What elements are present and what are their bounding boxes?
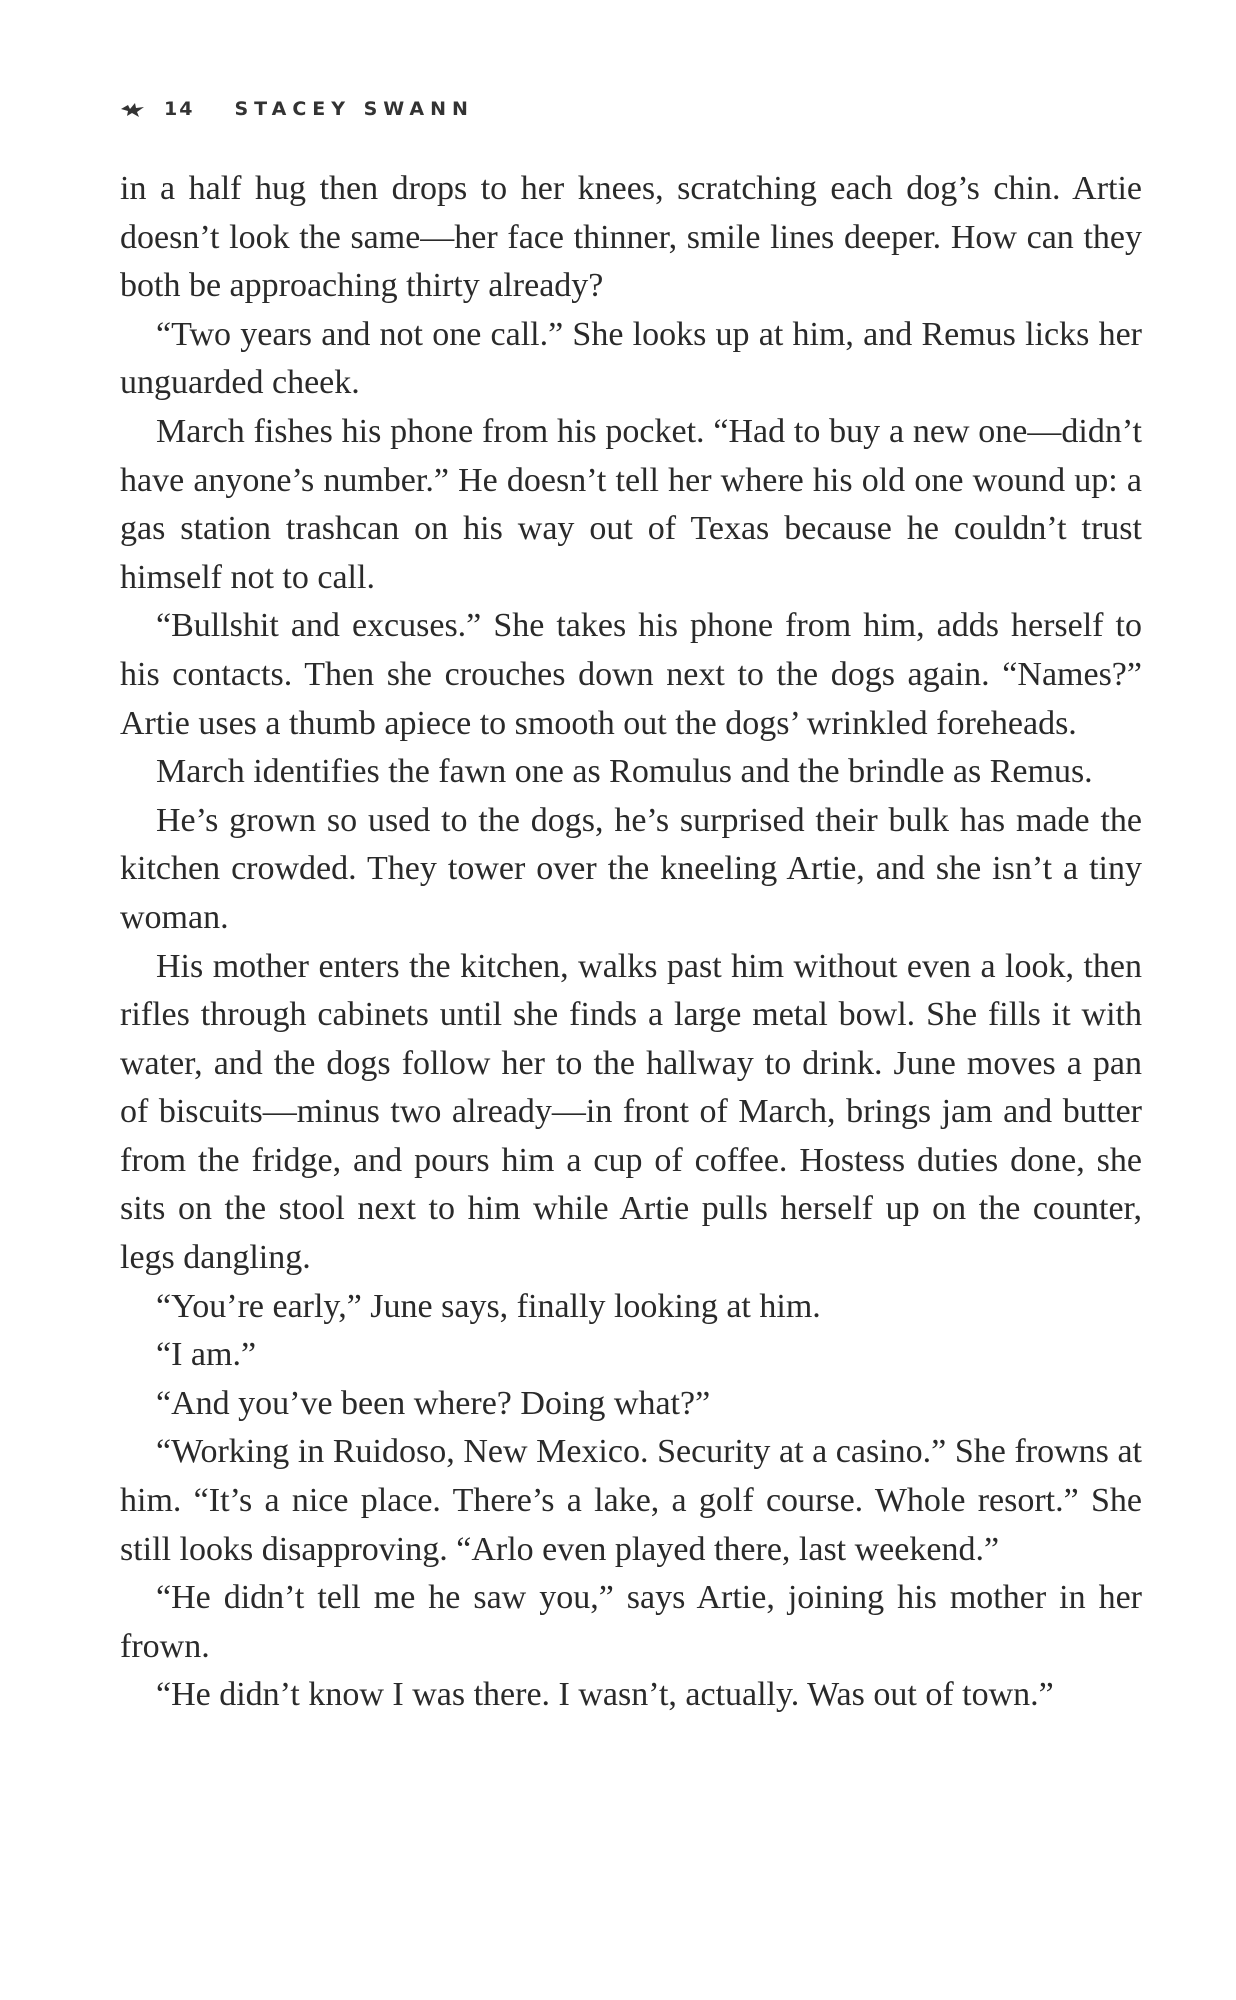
paragraph: March fishes his phone from his pocket. “Had to buy a new one—didn’t have anyone’s number.” He doesn’t tell her where his old one wound up: a gas station trashcan on his way out of Texas because he couldn’t trust himself not to call. [120, 412, 1142, 596]
paragraph: “He didn’t tell me he saw you,” says Artie, joining his mother in her frown. [120, 1579, 1142, 1665]
paragraph: His mother enters the kitchen, walks past him without even a look, then rifles through cabinets until she finds a large metal bowl. She fills it with water, and the dogs follow her to the hallway to drink. June moves a pan of biscuits—minus two already—in front of March, brings jam and butter from the fridge, and pours him a cup of coffee. Hostess duties done, she sits on the stool next to him while Artie pulls herself up on the counter, legs dangling. [120, 947, 1142, 1277]
paragraph: “He didn’t know I was there. I wasn’t, actually. Was out of town.” [156, 1676, 1054, 1714]
paragraph: “And you’ve been where? Doing what?” [156, 1384, 711, 1422]
author-name: STACEY SWANN [234, 98, 474, 120]
paragraph: in a half hug then drops to her knees, scratching each dog’s chin. Artie doesn’t look the same—her face thinner, smile lines deeper. How can they both be approaching thirty already? [120, 170, 1142, 305]
paragraph: “I am.” [156, 1336, 257, 1374]
paragraph: He’s grown so used to the dogs, he’s surprised their bulk has made the kitchen crowded. They tower over the kneeling Artie, and she isn’t a tiny woman. [120, 801, 1142, 936]
body-text [120, 165, 1142, 1720]
paragraph: “Two years and not one call.” She looks up at him, and Remus licks her unguarded cheek. [120, 315, 1142, 402]
paragraph: March identifies the fawn one as Romulus and the brindle as Remus. [156, 753, 1093, 791]
paragraph: “You’re early,” June says, finally looking at him. [156, 1287, 821, 1325]
bird-ornament-icon [120, 99, 146, 119]
running-head [120, 92, 474, 126]
paragraph: “Bullshit and excuses.” She takes his phone from him, adds herself to his contacts. Then she crouches down next to the dogs again. “Names?” Artie uses a thumb apiece to smooth out the dogs’ wrinkled foreheads. [120, 607, 1142, 742]
paragraph: “Working in Ruidoso, New Mexico. Security at a casino.” She frowns at him. “It’s a nice place. There’s a lake, a golf course. Whole resort.” She still looks disapproving. “Arlo even played there, last weekend.” [120, 1433, 1142, 1568]
page-number: 14 [164, 98, 195, 120]
